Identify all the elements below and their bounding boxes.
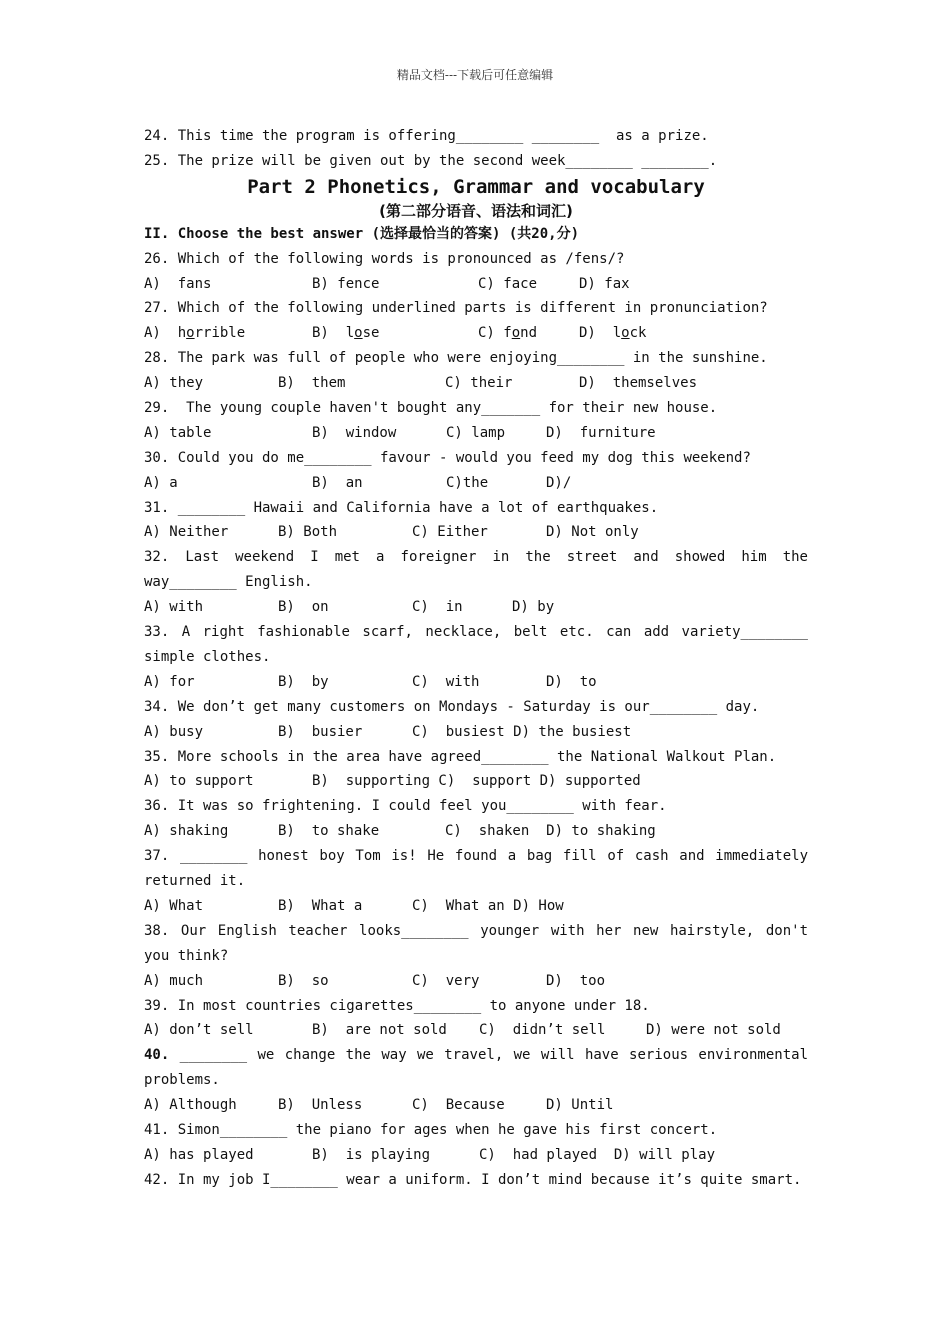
part-subtitle: (第二部分语音、语法和词汇) xyxy=(379,201,573,220)
option-a-underlined: o xyxy=(186,325,195,342)
option-a: A) shaking xyxy=(144,823,229,840)
option-b: B) fence xyxy=(312,275,380,292)
question-37-options xyxy=(144,894,808,919)
option-c xyxy=(478,321,579,346)
question-26-options xyxy=(144,272,808,297)
option-b: B) window xyxy=(312,424,397,441)
option-c: C)the xyxy=(446,474,489,491)
option-b: B) to shake xyxy=(278,823,380,840)
question-29-stem: 29. The young couple haven't bought any_______ for their new house. xyxy=(144,400,718,417)
question-26-stem: 26. Which of the following words is pronounced as /fens/? xyxy=(144,250,625,267)
option-d: D) were not sold xyxy=(646,1022,781,1039)
option-c: C) their xyxy=(445,375,513,392)
question-28-stem: 28. The park was full of people who were enjoying________ in the sunshine. xyxy=(144,350,768,367)
option-b: B) Both xyxy=(278,524,338,541)
option-b xyxy=(312,321,478,346)
option-a: A) they xyxy=(144,375,204,392)
option-d: D) themselves xyxy=(579,375,698,392)
option-c: C) lamp xyxy=(446,424,506,441)
question-30-stem: 30. Could you do me________ favour - would you feed my dog this weekend? xyxy=(144,449,751,466)
question-36-stem: 36. It was so frightening. I could feel you________ with fear. xyxy=(144,798,667,815)
option-a: A) Neither xyxy=(144,524,229,541)
question-25: 25. The prize will be given out by the second week________ ________. xyxy=(144,152,718,169)
option-c: C) Either xyxy=(412,524,488,541)
question-32-options xyxy=(144,595,808,620)
question-34-stem: 34. We don’t get many customers on Mondays - Saturday is our________ day. xyxy=(144,698,760,715)
question-27-options xyxy=(144,321,808,346)
option-c-suffix: nd xyxy=(520,325,538,342)
option-c-d: C) had played D) will play xyxy=(479,1146,716,1163)
option-b: B) on xyxy=(278,599,329,616)
option-b: B) are not sold xyxy=(312,1022,447,1039)
option-a: A) for xyxy=(144,673,195,690)
option-c-underlined: o xyxy=(511,325,521,342)
question-37-stem: 37. ________ honest boy Tom is! He found a bag fill of cash and immediately returned it. xyxy=(144,848,808,890)
option-d-suffix: ck xyxy=(629,325,647,342)
question-40-stem xyxy=(144,1043,808,1093)
option-b-suffix: se xyxy=(362,325,380,342)
question-34-options xyxy=(144,720,808,745)
question-40-number: 40. xyxy=(144,1047,170,1064)
option-d: D) furniture xyxy=(546,424,656,441)
option-c-d: C) shaken D) to shaking xyxy=(445,823,656,840)
question-24: 24. This time the program is offering________ ________ as a prize. xyxy=(144,128,709,144)
option-b: B) busier xyxy=(278,723,363,740)
option-d: D) Until xyxy=(546,1097,614,1114)
option-a: A) much xyxy=(144,972,204,989)
question-42-stem: 42. In my job I________ wear a uniform. I don’t mind because it’s quite smart. xyxy=(144,1171,802,1188)
option-b: B) them xyxy=(278,375,346,392)
option-a: A) a xyxy=(144,474,178,491)
question-28-options xyxy=(144,371,808,396)
option-b-underlined: o xyxy=(354,325,363,342)
option-c-prefix: C) f xyxy=(478,325,512,342)
question-33-options xyxy=(144,670,808,695)
question-39-stem: 39. In most countries cigarettes________ to anyone under 18. xyxy=(144,997,650,1014)
option-c: C) didn’t sell xyxy=(479,1022,606,1039)
option-c: C) face xyxy=(478,275,538,292)
option-d: D) fax xyxy=(579,275,630,292)
option-b: B) so xyxy=(278,972,329,989)
option-c: C) in xyxy=(412,599,463,616)
option-b: B) What a xyxy=(278,897,363,914)
option-d: D) Not only xyxy=(546,524,639,541)
option-a: A) to support xyxy=(144,773,254,790)
option-a-prefix: A) h xyxy=(144,325,187,342)
option-d-underlined: o xyxy=(621,325,630,342)
document-body xyxy=(144,124,808,1193)
question-36-options xyxy=(144,819,808,844)
question-41-stem: 41. Simon________ the piano for ages when he gave his first concert. xyxy=(144,1122,718,1138)
option-a: A) Although xyxy=(144,1097,237,1114)
option-a xyxy=(144,321,312,346)
question-27-stem: 27. Which of the following underlined parts is different in pronunciation? xyxy=(144,300,768,317)
question-35-options xyxy=(144,769,808,794)
option-d: D) by xyxy=(512,599,555,616)
option-c: C) Because xyxy=(412,1097,505,1114)
question-31-stem: 31. ________ Hawaii and California have a lot of earthquakes. xyxy=(144,499,659,516)
option-d: D) to xyxy=(546,673,597,690)
option-a: A) What xyxy=(144,897,204,914)
option-a: A) table xyxy=(144,424,212,441)
question-39-options xyxy=(144,1018,808,1043)
option-b-prefix: B) l xyxy=(312,325,355,342)
option-a: A) fans xyxy=(144,275,212,292)
option-a: A) don’t sell xyxy=(144,1022,254,1039)
question-38-stem: 38. Our English teacher looks________ younger with her new hairstyle, don't you think? xyxy=(144,922,808,964)
question-41-options xyxy=(144,1143,808,1168)
option-d-prefix: D) l xyxy=(579,325,622,342)
question-40-options xyxy=(144,1093,808,1118)
option-b: B) an xyxy=(312,474,363,491)
part-title: Part 2 Phonetics, Grammar and vocabulary xyxy=(247,175,705,198)
question-31-options xyxy=(144,520,808,545)
option-a: A) with xyxy=(144,599,204,616)
option-c-d: C) busiest D) the busiest xyxy=(412,723,632,740)
section-heading: II. Choose the best answer (选择最恰当的答案) (共20,分) xyxy=(144,225,580,242)
option-c-d: C) What an D) How xyxy=(412,897,564,914)
option-b: B) is playing xyxy=(312,1146,431,1163)
option-a: A) busy xyxy=(144,723,204,740)
page-header: 精品文档---下载后可任意编辑 xyxy=(396,68,554,82)
option-b: B) by xyxy=(278,673,329,690)
question-30-options xyxy=(144,471,808,496)
question-40-text: ________ we change the way we travel, we will have serious environmental problems. xyxy=(144,1047,808,1089)
option-c: C) very xyxy=(412,972,480,989)
question-29-options xyxy=(144,421,808,446)
question-38-options xyxy=(144,969,808,994)
option-d: D)/ xyxy=(546,474,572,491)
question-33-stem: 33. A right fashionable scarf, necklace, belt etc. can add variety________ simple clothes. xyxy=(144,624,808,665)
option-a: A) has played xyxy=(144,1146,254,1163)
option-a-suffix: rrible xyxy=(194,325,246,342)
question-32-stem: 32. Last weekend I met a foreigner in the street and showed him the way________ English. xyxy=(144,549,808,591)
question-35-stem: 35. More schools in the area have agreed________ the National Walkout Plan. xyxy=(144,748,777,765)
option-c: C) with xyxy=(412,673,480,690)
option-b: B) Unless xyxy=(278,1097,363,1114)
option-d xyxy=(579,321,646,346)
option-b-c-d: B) supporting C) support D) supported xyxy=(312,773,641,790)
option-d: D) too xyxy=(546,972,606,989)
